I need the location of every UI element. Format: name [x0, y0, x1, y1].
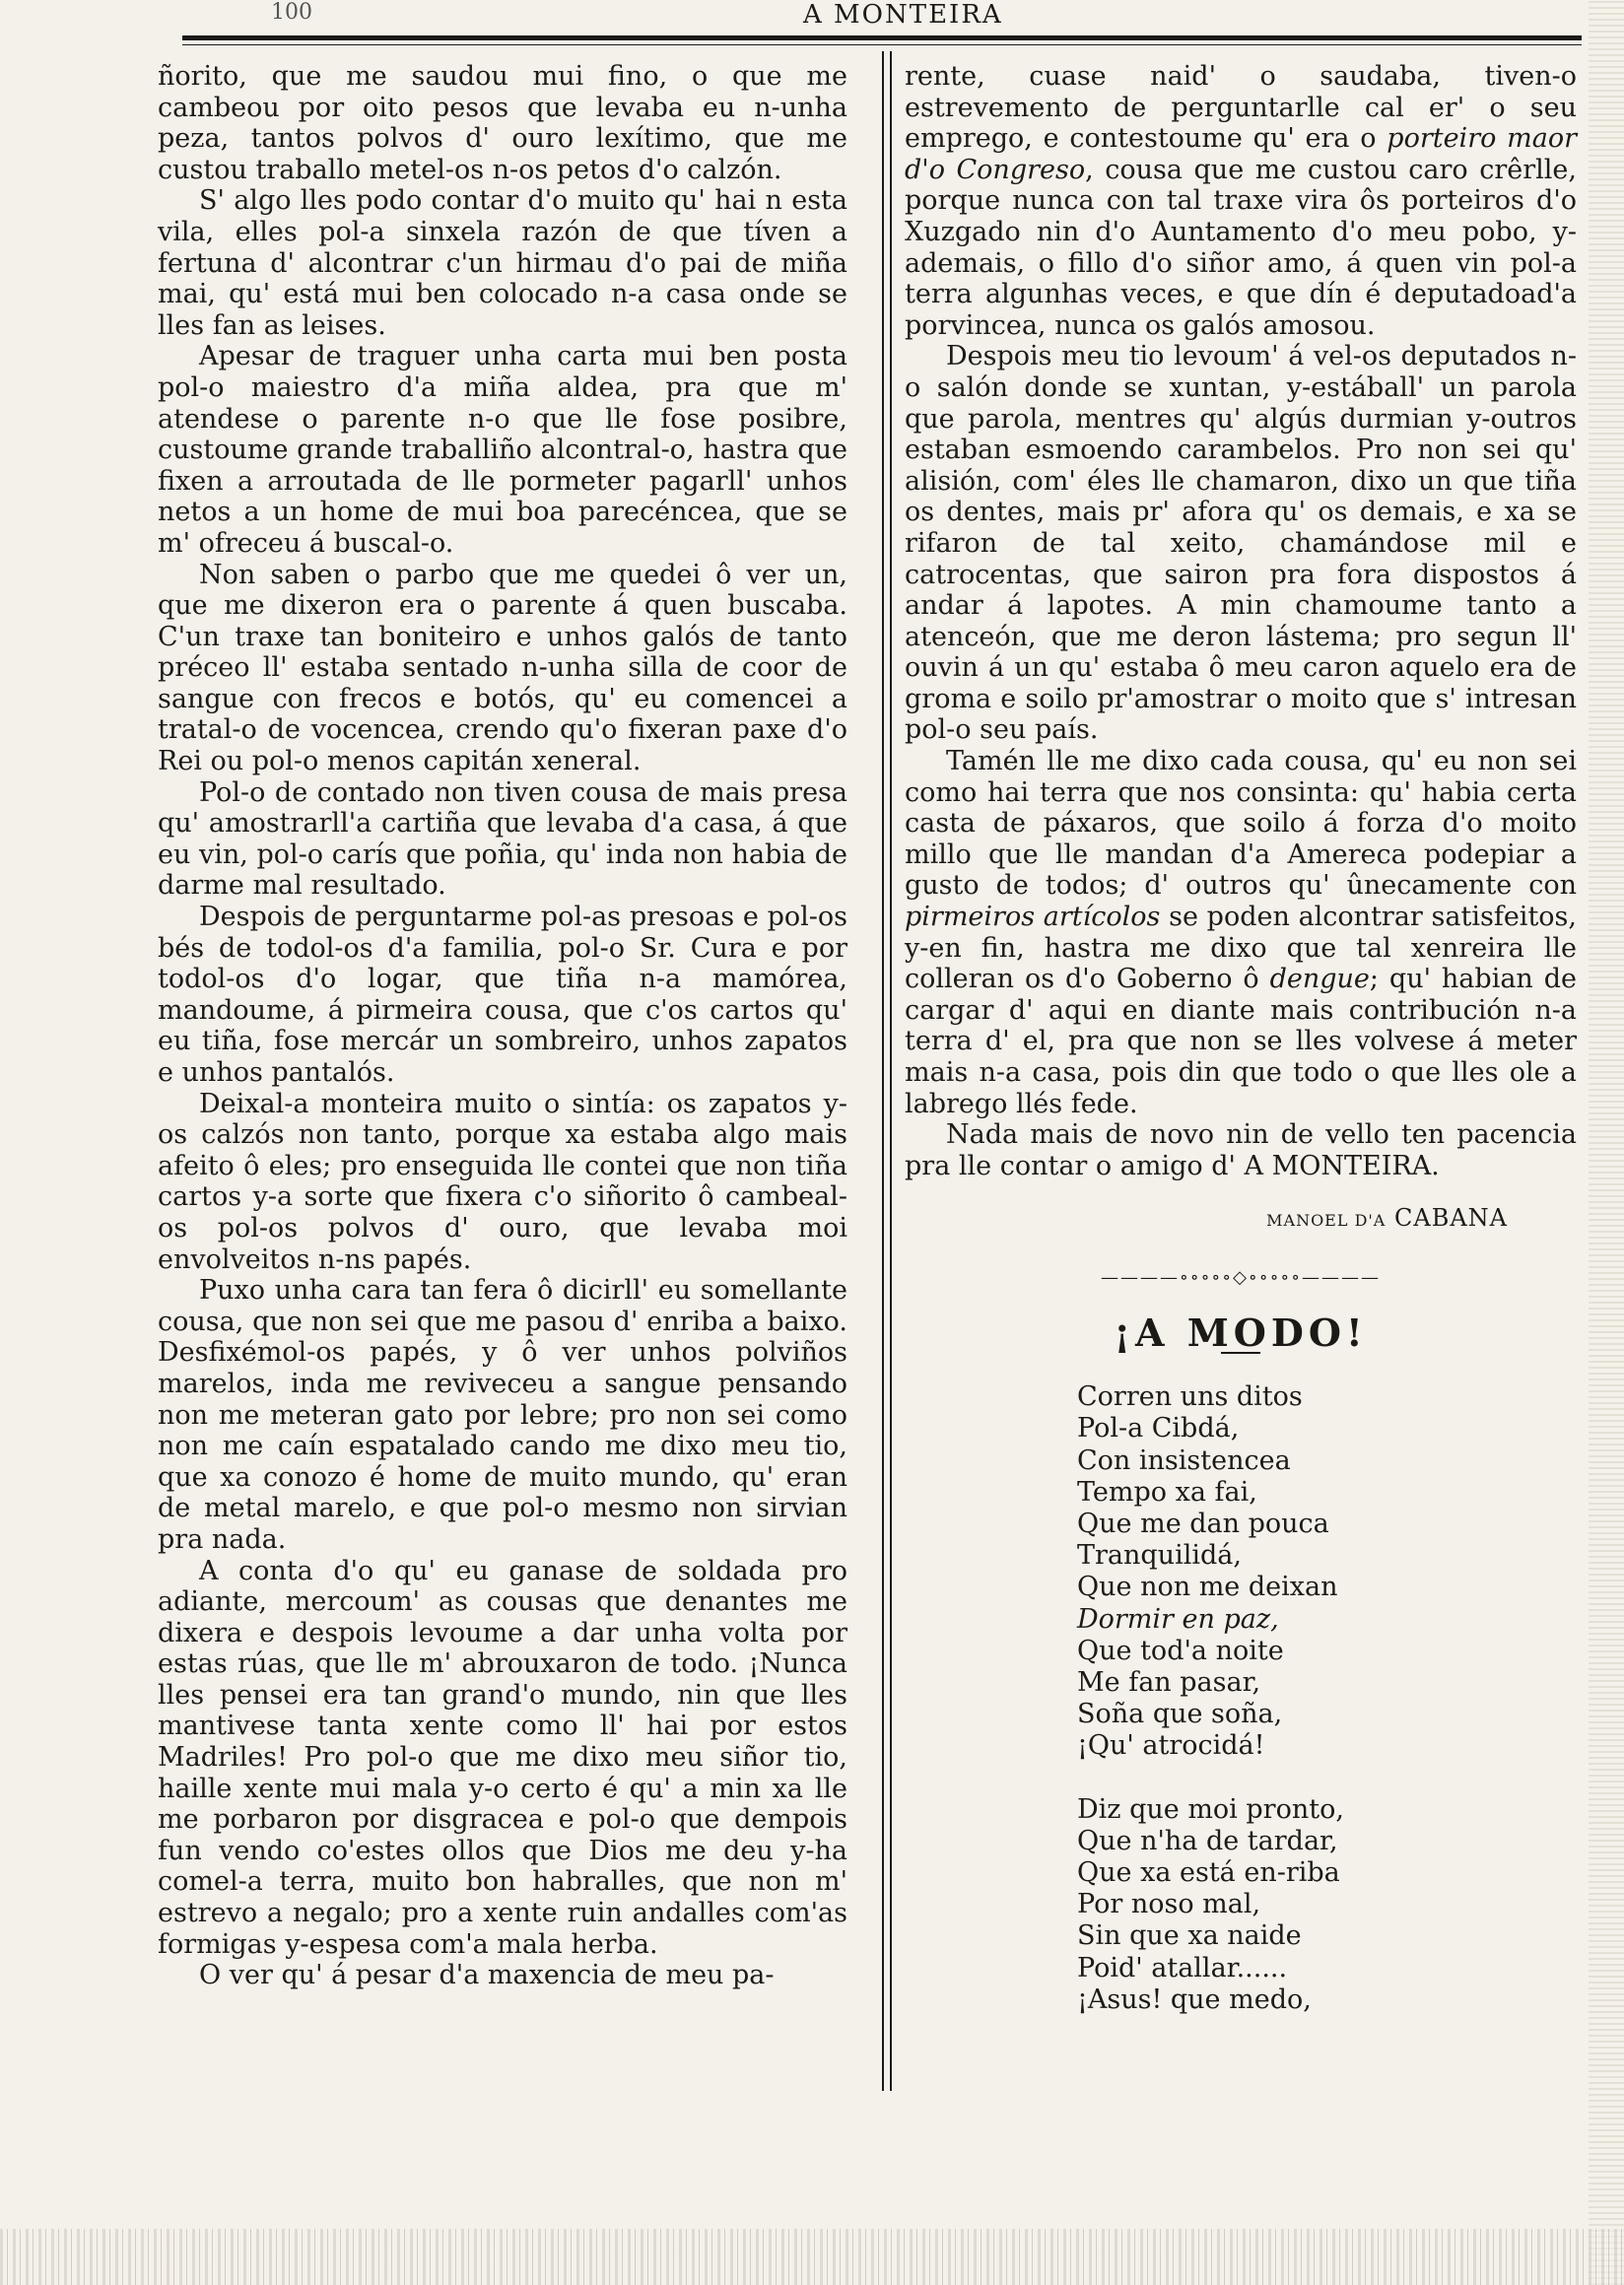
paragraph-text: rente, cuase naid' o saudaba, tiven-o estrevemento de perguntarlle cal er' o seu emprego, e contestoume qu' era o	[905, 61, 1577, 155]
article-paragraph	[905, 341, 1577, 746]
signature-prefix: MANOEL D'A	[1266, 1211, 1387, 1231]
poem-verse: Soña que soña,	[1077, 1699, 1283, 1730]
article-paragraph: Apesar de traguer unha carta mui ben posta pol-o maiestro d'a miña aldea, pra que m' atendese o parente n-o que lle fose posibre, custoume grande traballiño alcontral-o, hastra que fixen a arroutada de lle pormeter pagarll' unhos netos a un home de mui boa parecéncea, que se m' ofreceu á buscal-o.	[158, 341, 847, 559]
poem-verse: ¡Asus! que medo,	[1077, 1983, 1312, 2015]
article-paragraph	[905, 746, 1577, 1119]
article-paragraph: Pol-o de contado non tiven cousa de mais presa qu' amostrarll'a cartiña que levaba d'a casa, á que eu vin, pol-o carís que poñia, qu' inda non habia de darme mal resultado.	[158, 776, 847, 902]
page-header	[182, 0, 1582, 30]
poem-verse: Que non me deixan	[1077, 1572, 1338, 1603]
column-divider	[882, 51, 892, 2091]
article-paragraph: A conta d'o qu' eu ganase de soldada pro adiante, mercoum' as cousas que denantes me dixera e despois levoume a dar unha volta por estas rúas, que lle m' abrouxaron de todo. ¡Nunca lles pensei era tan grand'o mundo, nin que lles mantivese tanta xente como ll' hai por estos Madriles! Pro pol-o que me dixo meu siñor tio, haille xente mui mala y-o certo é qu' a min xa lle me porbaron por disgracea e pol-o que dempois fun vendo co'estes ollos que Dios me deu y-ha comel-a terra, muito bon habralles, que non m' estrevo a negalo; pro a xente ruin andalles com'as formigas y-espesa com'a mala herba.	[158, 1555, 847, 1960]
page-number: 100	[271, 0, 312, 25]
left-column	[158, 61, 847, 1991]
poem-title: ¡A MODO!	[1114, 1310, 1368, 1355]
poem-verse: Que xa está en-riba	[1077, 1857, 1340, 1888]
poem-verse: Tranquilidá,	[1077, 1540, 1242, 1572]
scan-noise-strip	[0, 2229, 1624, 2285]
poem-verse: Pol-a Cibdá,	[1077, 1413, 1240, 1445]
poem-verse: Me fan pasar,	[1077, 1666, 1261, 1698]
paragraph-text: Tamén lle me dixo cada cousa, qu' eu non sei como hai terra que nos consinta: qu' habia certa casta de páxaros, que soilo á forza d'o moito millo que lle mandan d'a Amereca podepiar a gusto de todos; d' outros qu' ûnecamente con	[905, 746, 1577, 902]
paragraph-text: Nada mais de novo nin de vello ten pacencia pra lle contar o amigo d' A MONTEIRA.	[905, 1119, 1577, 1181]
page-edge-shadow	[1589, 0, 1624, 2285]
poem-verse: Poid' atallar......	[1077, 1952, 1288, 1983]
ornament-divider	[1093, 1262, 1388, 1294]
poem-verse: Corren uns ditos	[1077, 1381, 1303, 1413]
newspaper-title: A MONTEIRA	[803, 0, 1003, 30]
paragraph-text: Despois meu tio levoum' á vel-os deputados n-o salón donde se xuntan, y-estáball' un parola que parola, mentres qu' algús durmian y-outros estaban esmoendo carambelos. Pro non sei qu' alisión, com' éles lle chamaron, dixo un que tiña os dentes, mais pr' afora qu' os demais, e xa se rifaron de tal xeito, chamándose mil e catrocentas, que sairon pra fora dispostos á andar á lapotes. A min chamoume tanto a atenceón, que me deron lástema; pro segun ll' ouvin á un qu' estaba ô meu caron aquelo era de groma e soilo pr'amostrar o moito que s' intresan pol-o seu país.	[905, 341, 1577, 746]
poem-verse: Sin que xa naide	[1077, 1920, 1302, 1952]
poem	[905, 1381, 1577, 2016]
header-rule-thin	[182, 44, 1582, 45]
article-paragraph	[905, 61, 1577, 341]
poem-stanza	[1077, 1381, 1577, 1762]
poem-verse: Dormir en paz,	[1077, 1603, 1279, 1635]
poem-stanza	[1077, 1794, 1577, 2016]
ornament-glyphs: ————∘∘∘∘∘◇∘∘∘∘∘————	[1100, 1266, 1382, 1288]
poem-verse: ¡Qu' atrocidá!	[1077, 1730, 1265, 1762]
article-paragraph: Non saben o parbo que me quedei ô ver un, que me dixeron era o parente á quen buscaba. C'un traxe tan boniteiro e unhos galós de tanto préceo ll' estaba sentado n-unha silla de coor de sangue con frecos e botós, qu' eu comencei a tratal-o de vocencea, crendo qu'o fixeran paxe d'o Rei ou pol-o menos capitán xeneral.	[158, 559, 847, 777]
header-rule	[182, 35, 1582, 40]
poem-verse: Tempo xa fai,	[1077, 1476, 1257, 1508]
poem-verse: Por noso mal,	[1077, 1889, 1261, 1920]
signature-surname: CABANA	[1394, 1204, 1508, 1233]
article-paragraph: Puxo unha cara tan fera ô dicirll' eu somellante cousa, que non sei que me pasou d' enriba a baixo. Desfixémol-os papés, y ô ver unhos polviños marelos, inda me reviveceu a sangue pensando non me meteran gato por lebre; pro non sei como non me caín espatalado cando me dixo meu tio, que xa conozo é home de muito mundo, qu' eran de metal marelo, e que pol-o mesmo non sirvian pra nada.	[158, 1275, 847, 1555]
article-paragraph	[905, 1119, 1577, 1181]
poem-verse: Que n'ha de tardar,	[1077, 1825, 1338, 1856]
author-signature	[905, 1203, 1577, 1237]
poem-verse: Que tod'a noite	[1077, 1635, 1284, 1666]
article-paragraph: ñorito, que me saudou mui fino, o que me cambeou por oito pesos que levaba eu n-unha peza, tantos polvos d' ouro lexítimo, que me custou traballo metel-os n-os petos d'o calzón.	[158, 61, 847, 185]
poem-verse: Diz que moi pronto,	[1077, 1793, 1344, 1825]
poem-verse: Con insistencea	[1077, 1445, 1291, 1476]
paragraph-emphasis: dengue	[1269, 964, 1370, 995]
poem-verse: Que me dan pouca	[1077, 1508, 1329, 1539]
paragraph-text-tail: ; qu' habian de cargar d' aqui en diante mais contribución n-a terra d' el, pra que non se lles volvese á meter mais n-a casa, pois din que todo o que lles ole a labrego llés fede.	[905, 964, 1577, 1119]
right-column	[905, 61, 1577, 2048]
paragraph-emphasis: pirmeiros artícolos	[905, 902, 1161, 933]
paragraph-emphasis: porteiro maor d'o Congreso	[905, 123, 1577, 185]
article-paragraph: Deixal-a monteira muito o sintía: os zapatos y-os calzós non tanto, porque xa estaba algo mais afeito ô eles; pro enseguida lle contei que non tiña cartos y-a sorte que fixera c'o siñorito ô cambeal-os pol-os polvos d' ouro, que levaba moi envolveitos n-ns papés.	[158, 1088, 847, 1275]
paragraph-text-tail: se poden alcontrar satisfeitos, y-en fin, hastra me dixo que tal xenreira lle colleran os d'o Goberno ô	[905, 902, 1577, 995]
paragraph-text-tail: , cousa que me custou caro crêrlle, porque nunca con tal traxe vira ôs porteiros d'o Xuzgado nin d'o Auntamento d'o meu pobo, y-ademais, o fillo d'o siñor amo, á quen vin pol-a terra algunhas veces, e que dín é deputadoad'a porvincea, nunca os galós amosou.	[905, 154, 1577, 341]
article-paragraph: O ver qu' á pesar d'a maxencia de meu pa-	[199, 1960, 775, 1991]
article-paragraph: S' algo lles podo contar d'o muito qu' hai n esta vila, elles pol-a sinxela razón de que tíven a fertuna d' alcontrar c'un hirmau d'o pai de miña mai, qu' está mui ben colocado n-a casa onde se lles fan as leises.	[158, 185, 847, 341]
article-paragraph: Despois de perguntarme pol-as presoas e pol-os bés de todol-os d'a familia, pol-o Sr. Cura e por todol-os d'o logar, que tiña n-a mamórea, mandoume, á pirmeira cousa, que c'os cartos qu' eu tiña, fose mercár un sombreiro, unhos zapatos e unhos pantalós.	[158, 902, 847, 1088]
